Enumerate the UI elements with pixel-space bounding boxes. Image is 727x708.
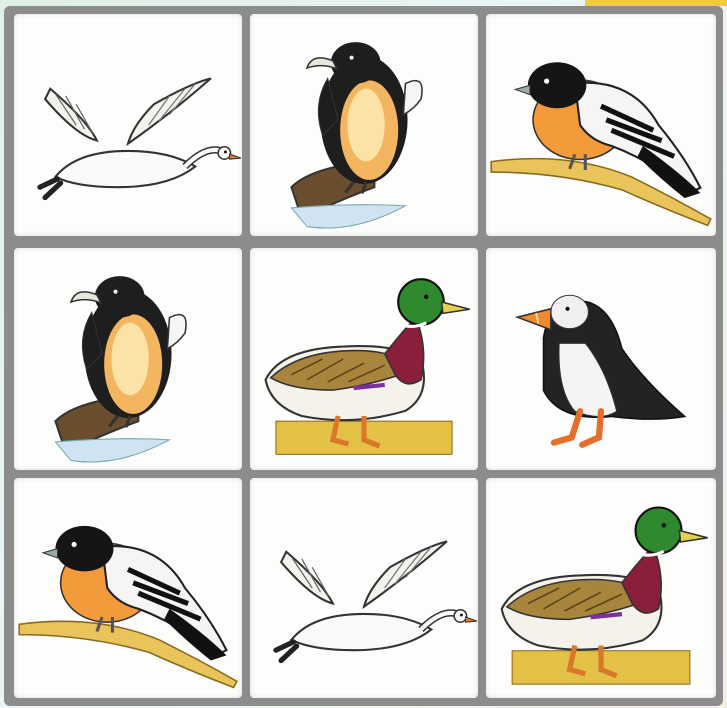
bird-tile[interactable] xyxy=(14,248,242,470)
mallard-duck-icon xyxy=(250,248,478,470)
bird-tile[interactable] xyxy=(14,14,242,236)
bird-tile[interactable] xyxy=(486,14,716,236)
bullfinch-icon xyxy=(486,14,716,236)
bird-tile[interactable] xyxy=(486,248,716,470)
flying-swan-icon xyxy=(250,478,478,698)
bullfinch-icon xyxy=(14,478,242,698)
bird-tile[interactable] xyxy=(486,478,716,698)
bird-tile[interactable] xyxy=(14,478,242,698)
puffin-icon xyxy=(486,248,716,470)
bird-tile[interactable] xyxy=(250,478,478,698)
mallard-duck-icon xyxy=(486,478,716,698)
bird-tile[interactable] xyxy=(250,248,478,470)
penguin-icon xyxy=(250,14,478,236)
bird-tile[interactable] xyxy=(250,14,478,236)
penguin-icon xyxy=(14,248,242,470)
bird-matching-board xyxy=(4,6,723,706)
flying-swan-icon xyxy=(14,14,242,236)
